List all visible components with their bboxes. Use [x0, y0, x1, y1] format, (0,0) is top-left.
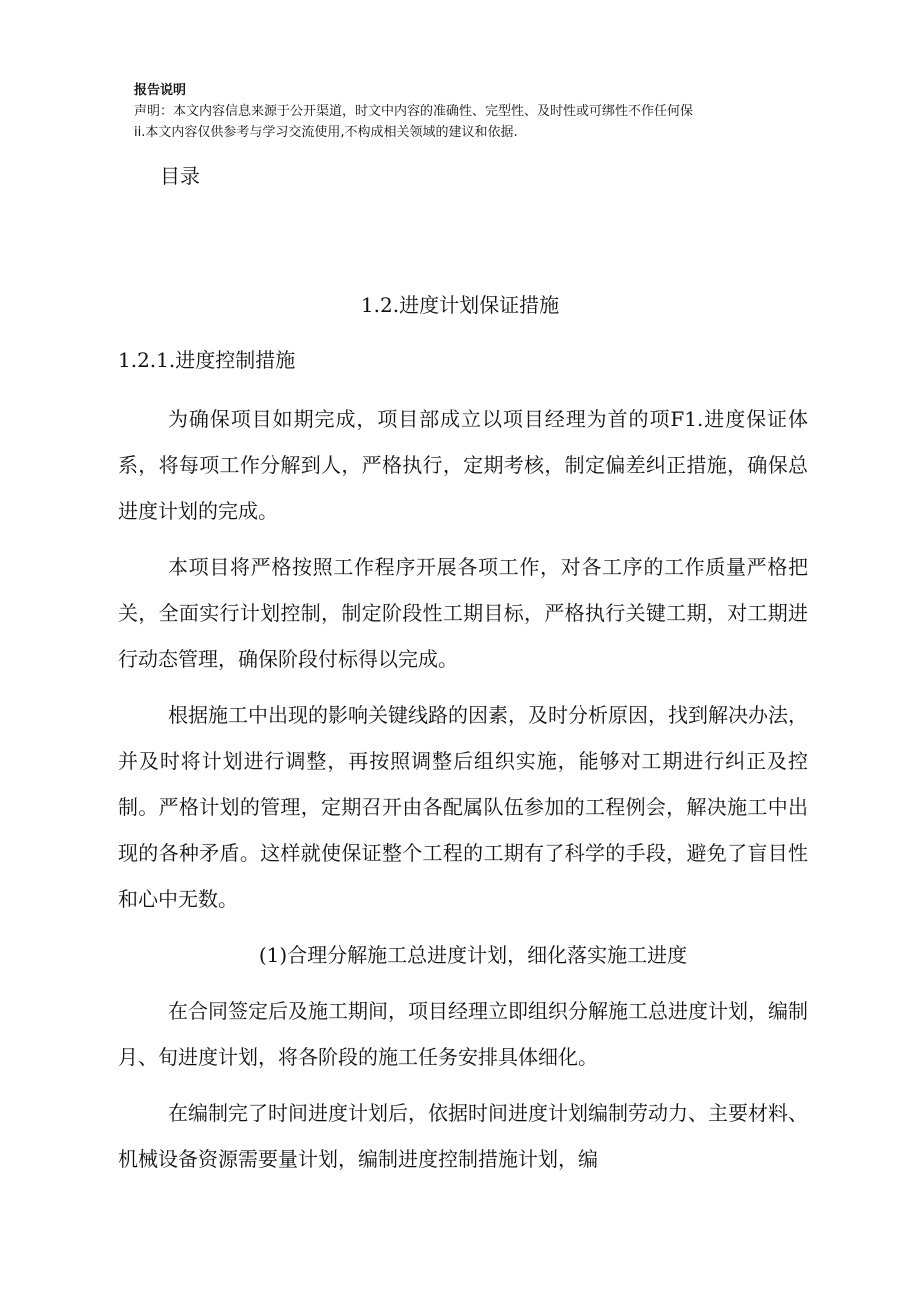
paragraph: 本项目将严格按照工作程序开展各项工作，对各工序的工作质量严格把关，全面实行计划控制，制定阶段性工期目标，严格执行关键工期，对工期进行动态管理，确保阶段付标得以完成。	[118, 555, 808, 671]
subsection-heading: 1.2.1.进度控制措施	[118, 348, 296, 372]
paragraph: 在合同签定后及施工期间，项目经理立即组织分解施工总进度计划，编制月、旬进度计划，将各阶段的施工任务安排具体细化。	[118, 999, 808, 1069]
notice-title: 报告说明	[134, 83, 187, 98]
notice-line-1: 声明：本文内容信息来源于公开渠道，时文中内容的准确性、完型性、及时性或可绑性不作任何保	[134, 104, 694, 119]
report-notice	[134, 80, 834, 143]
toc-title: 目录	[160, 164, 200, 188]
notice-line-2: ii.本文内容仅供参考与学习交流使用,不构成相关领域的建议和依据.	[134, 125, 518, 140]
numbered-heading: (1)合理分解施工总进度计划，细化落实施工进度	[258, 943, 688, 967]
document-body	[118, 396, 808, 1192]
paragraph: 根据施工中出现的影响关键线路的因素，及时分析原因，找到解决办法，并及时将计划进行调整，再按照调整后组织实施，能够对工期进行纠正及控制。严格计划的管理，定期召开由各配属队伍参加的工程例会，解决施工中出现的各种矛盾。这样就使保证整个工程的工期有了科学的手段，避免了盲目性和心中无数。	[118, 703, 808, 911]
paragraph: 为确保项目如期完成，项目部成立以项目经理为首的项F1.进度保证体系，将每项工作分解到人，严格执行，定期考核，制定偏差纠正措施，确保总进度计划的完成。	[118, 407, 808, 523]
paragraph: 在编制完了时间进度计划后，依据时间进度计划编制劳动力、主要材料、机械设备资源需要量计划，编制进度控制措施计划，编	[118, 1101, 808, 1171]
section-heading: 1.2.进度计划保证措施	[360, 293, 560, 317]
